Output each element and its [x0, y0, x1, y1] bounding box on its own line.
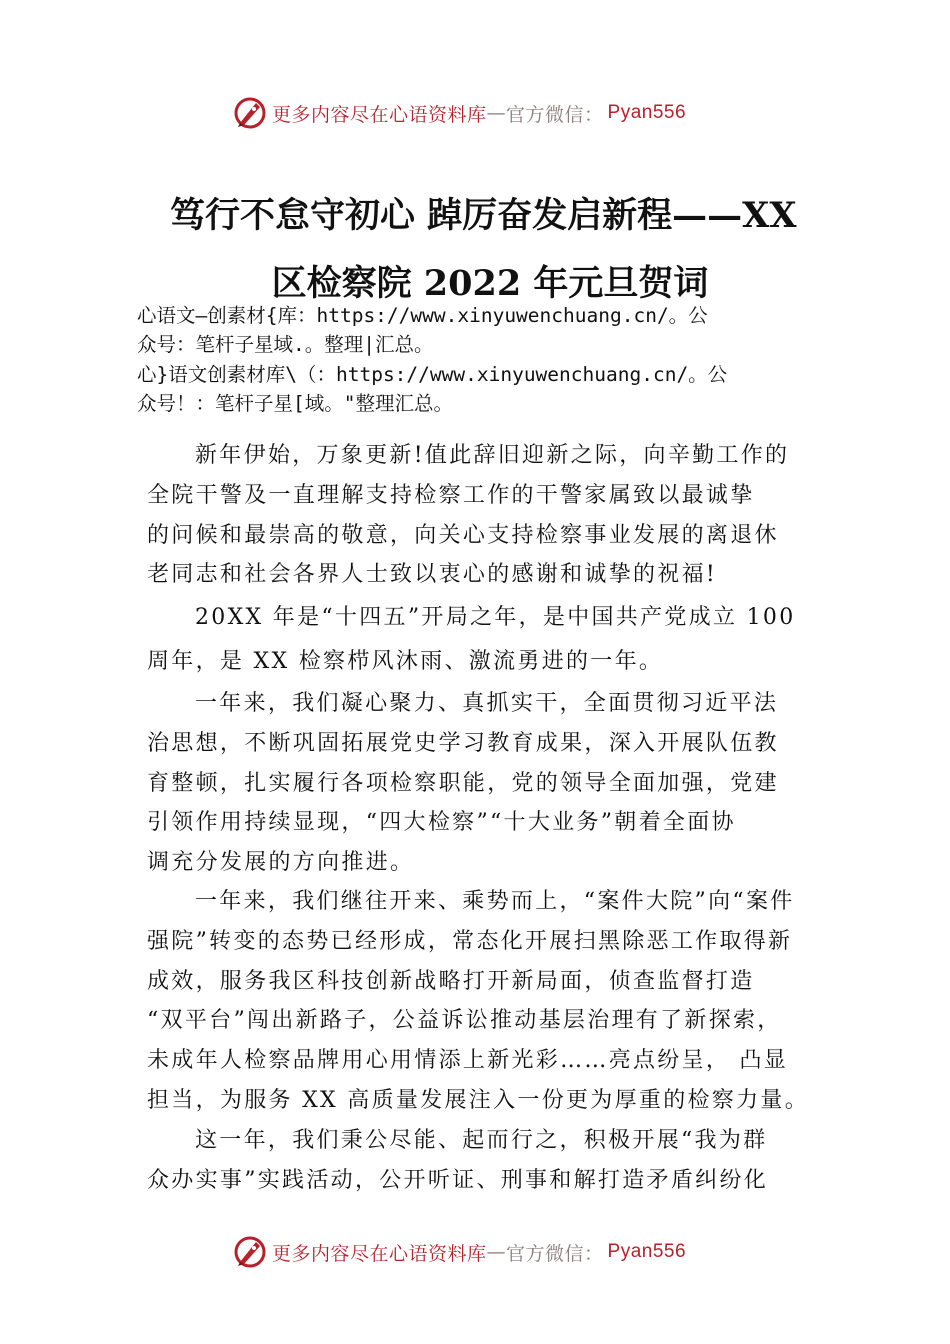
paragraph-line: 引领作用持续显现，“四大检察”“十大业务”朝着全面协	[147, 810, 736, 836]
paragraph-1	[147, 436, 837, 595]
banner-main-text: 更多内容尽在心语资料库	[272, 1242, 487, 1265]
paragraph-line: 20XX 年是“十四五”开局之年，是中国共产党成立 100	[195, 605, 796, 630]
paragraph-line: 全院干警及一直理解支持检察工作的干警家属致以最诚挚	[147, 482, 755, 508]
document-title-line-1: 笃行不怠守初心 踔厉奋发启新程——XX	[170, 195, 797, 236]
paragraph-line: 育整顿，扎实履行各项检察职能，党的领导全面加强，党建	[147, 770, 779, 796]
paragraph-line: 周年，是 XX 检察栉风沐雨、激流勇进的一年。	[147, 649, 664, 674]
banner-wechat-label: 官方微信：	[506, 103, 604, 126]
footer-banner	[232, 1232, 686, 1272]
paragraph-line: 担当，为服务 XX 高质量发展注入一份更为厚重的检察力量。	[147, 1087, 810, 1113]
pen-logo-icon	[232, 1234, 268, 1270]
paragraph-2	[147, 596, 837, 684]
banner-wechat-id: Pyan556	[607, 102, 687, 123]
paragraph-line: 新年伊始，万象更新!值此辞旧迎新之际，向辛勤工作的	[195, 443, 790, 468]
banner-dash: —	[486, 102, 507, 124]
paragraph-line: 一年来，我们继往开来、乘势而上，“案件大院”向“案件	[195, 889, 795, 914]
paragraph-line: 一年来，我们凝心聚力、真抓实干，全面贯彻习近平法	[195, 691, 779, 716]
paragraph-line: 调充分发展的方向推进。	[147, 850, 415, 876]
paragraph-line: 治思想，不断巩固拓展党史学习教育成果，深入开展队伍教	[147, 730, 779, 756]
pen-logo-icon	[232, 95, 268, 131]
paragraph-line: 的问候和最崇高的敬意，向关心支持检察事业发展的离退休	[147, 522, 779, 548]
paragraph-line: 众办实事”实践活动，公开听证、刑事和解打造矛盾纠纷化	[147, 1167, 769, 1193]
paragraph-3	[147, 684, 837, 883]
source-note-1	[137, 301, 837, 359]
paragraph-line: 这一年，我们秉公尽能、起而行之，积极开展“我为群	[195, 1128, 768, 1153]
banner-dash: —	[486, 1241, 507, 1263]
source-note-1-line-2: 众号：笔杆子星域.。整理|汇总。	[137, 333, 434, 356]
paragraph-line: 成效，服务我区科技创新战略打开新局面，侦查监督打造	[147, 968, 755, 994]
paragraph-line: 强院”转变的态势已经形成，常态化开展扫黑除恶工作取得新	[147, 928, 793, 954]
source-note-1-line-1: 心语文—创素材{库：https://www.xinyuwenchuang.cn/。公	[137, 304, 708, 327]
source-note-2	[137, 360, 837, 418]
document-title-line-2: 区检察院 2022 年元旦贺词	[271, 263, 709, 304]
banner-main-text: 更多内容尽在心语资料库	[272, 103, 487, 126]
paragraph-line: 未成年人检察品牌用心用情添上新光彩……亮点纷呈， 凸显	[147, 1048, 789, 1074]
header-banner	[232, 93, 686, 133]
paragraph-4	[147, 882, 837, 1121]
banner-wechat-id: Pyan556	[607, 1241, 687, 1262]
source-note-2-line-1: 心}语文创素材库\（：https://www.xinyuwenchuang.cn/。公	[137, 363, 728, 386]
paragraph-line: 老同志和社会各界人士致以衷心的感谢和诚挚的祝福!	[147, 562, 718, 588]
paragraph-line: “双平台”闯出新路子，公益诉讼推动基层治理有了新探索，	[147, 1008, 782, 1034]
source-note-2-line-2: 众号！：笔杆子星[域。"整理汇总。	[137, 392, 453, 415]
banner-wechat-label: 官方微信：	[506, 1242, 604, 1265]
paragraph-5	[147, 1121, 837, 1201]
